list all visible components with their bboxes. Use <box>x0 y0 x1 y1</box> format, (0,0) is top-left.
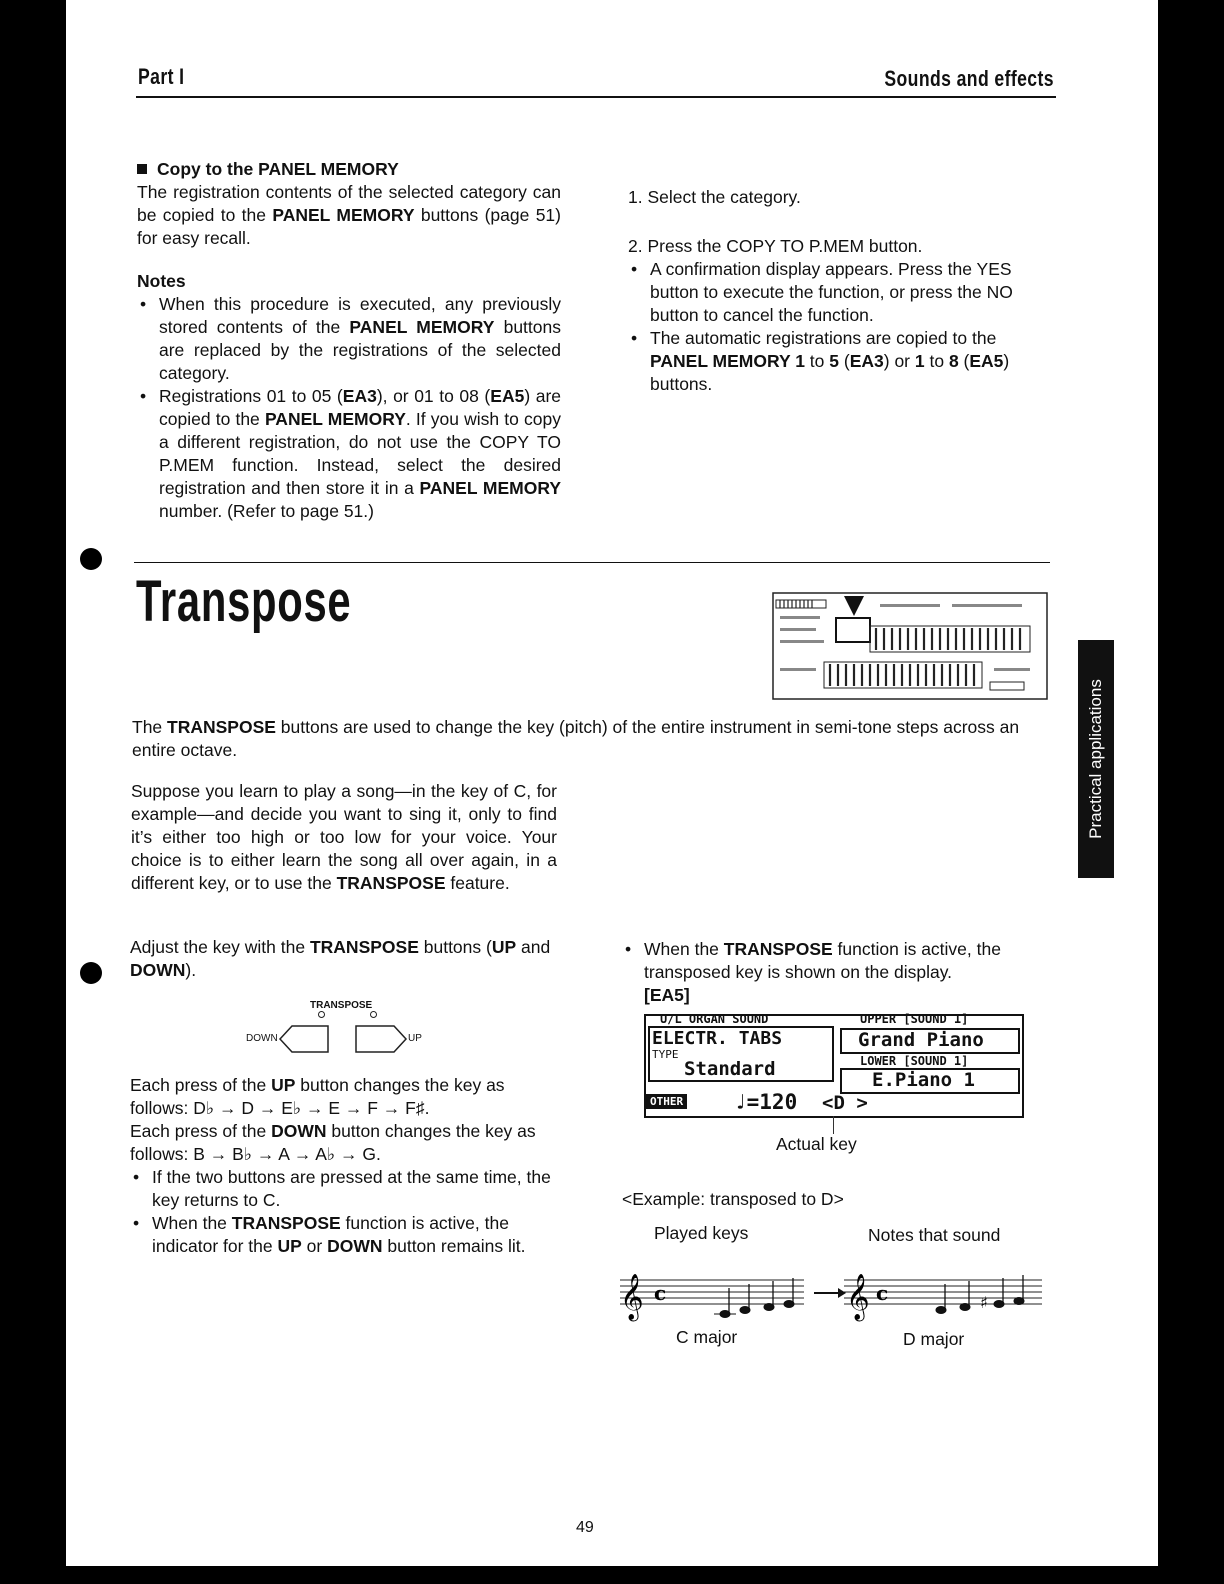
arrow-right-icon <box>814 1288 846 1298</box>
down-indicator-icon <box>318 1011 325 1018</box>
up-press-text: Each press of the UP button changes the key as follows: D♭ → D → E♭ → E → F → F♯. <box>130 1075 505 1118</box>
step-2-bullets <box>628 258 1054 396</box>
organ-name: ELECTR. TABS <box>652 1028 783 1049</box>
up-indicator-icon <box>370 1011 377 1018</box>
type-value: Standard <box>684 1058 776 1080</box>
punch-hole-icon <box>80 962 102 984</box>
transpose-label: TRANSPOSE <box>310 1000 373 1011</box>
key-readout: <D > <box>822 1092 868 1114</box>
svg-text:c: c <box>654 1281 667 1305</box>
square-bullet-icon <box>137 164 147 174</box>
played-keys-label: Played keys <box>654 1223 749 1243</box>
model-tag: [EA5] <box>644 985 690 1005</box>
side-tab: Practical applications <box>1078 640 1114 878</box>
copy-steps <box>628 186 1054 396</box>
example-heading: <Example: transposed to D> <box>622 1189 844 1209</box>
section-label: Sounds and effects <box>884 66 1054 91</box>
upper-header: UPPER [SOUND 1] <box>860 1012 969 1026</box>
section-rule <box>134 562 1050 563</box>
display-bullet: • When the TRANSPOSE function is active, the transposed key is shown on the display. <box>622 938 1052 984</box>
other-button[interactable]: OTHER <box>646 1094 687 1109</box>
c-major-label: C major <box>676 1327 738 1347</box>
copy-heading: Copy to the PANEL MEMORY <box>137 158 561 181</box>
header-rule <box>136 96 1056 98</box>
punch-hole-icon <box>80 548 102 570</box>
lower-value: E.Piano 1 <box>872 1069 975 1091</box>
page-number: 49 <box>576 1519 594 1536</box>
down-label: DOWN <box>246 1033 278 1044</box>
notes-sound-label: Notes that sound <box>868 1225 1001 1245</box>
svg-text:c: c <box>876 1281 889 1305</box>
down-press-text: Each press of the DOWN button changes the key as follows: B → B♭ → A → A♭ → G. <box>130 1121 536 1164</box>
transpose-bullets <box>130 1166 556 1258</box>
adjust-text: Adjust the key with the TRANSPOSE buttons (UP and DOWN). <box>130 937 551 980</box>
transpose-buttons-diagram <box>238 1000 438 1060</box>
notation-example <box>618 1262 1046 1322</box>
notes-heading: Notes <box>137 271 186 291</box>
step-1: 1. Select the category. <box>628 187 801 207</box>
svg-text:♯: ♯ <box>980 1293 988 1312</box>
transpose-bullet: • When the TRANSPOSE function is active, the indicator for the UP or DOWN button remains lit. <box>130 1212 556 1258</box>
notes-list <box>137 293 561 523</box>
upper-value: Grand Piano <box>858 1029 984 1051</box>
panel-overview-diagram <box>772 592 1048 700</box>
transpose-bullet: • If the two buttons are pressed at the same time, the key returns to C. <box>130 1166 556 1212</box>
step-2: 2. Press the COPY TO P.MEM button. <box>628 236 923 256</box>
transpose-title: Transpose <box>136 569 352 634</box>
actual-key-caption: Actual key <box>776 1134 857 1154</box>
treble-clef-icon: 𝄞 <box>846 1274 870 1320</box>
up-label: UP <box>408 1033 422 1044</box>
lower-header: LOWER [SOUND 1] <box>860 1054 969 1068</box>
up-button[interactable] <box>354 1024 410 1054</box>
tempo-readout: ♩=120 <box>734 1090 798 1114</box>
pointer-line <box>833 1116 834 1134</box>
note-item: • When this procedure is executed, any previously stored contents of the PANEL MEMORY buttons are replaced by the registrations of the selected category. <box>137 293 561 385</box>
d-major-label: D major <box>903 1329 965 1349</box>
part-label: Part I <box>138 64 185 89</box>
organ-header: U/L ORGAN SOUND <box>660 1012 769 1026</box>
down-button[interactable] <box>278 1024 334 1054</box>
lcd-display <box>644 1014 1024 1118</box>
transpose-intro: The TRANSPOSE buttons are used to change the key (pitch) of the entire instrument in semi-tone steps across an entire octave. <box>132 717 1020 760</box>
step-bullet: • A confirmation display appears. Press the YES button to execute the function, or press the NO button to cancel the function. <box>628 258 1054 327</box>
display-note <box>622 938 1052 1007</box>
copy-section <box>137 158 561 523</box>
note-item: • Registrations 01 to 05 (EA3), or 01 to 08 (EA5) are copied to the PANEL MEMORY. If you wish to copy a different registration, do not use the COPY TO P.MEM function. Instead, select the desired registration and then store it in a PANEL MEMORY number. (Refer to page 51.) <box>137 385 561 523</box>
treble-clef-icon: 𝄞 <box>620 1274 644 1320</box>
step-bullet: • The automatic registrations are copied to the PANEL MEMORY 1 to 5 (EA3) or 1 to 8 (EA5) buttons. <box>628 327 1054 396</box>
type-label: TYPE <box>652 1048 679 1061</box>
transpose-suppose: Suppose you learn to play a song—in the key of C, for example—and decide you want to sing it, only to find it’s either too high or too low for your voice. Your choice is to either learn the song all over again, in a different key, or to use the TRANSPOSE feature. <box>131 781 557 893</box>
copy-intro: The registration contents of the selected category can be copied to the PANEL MEMORY buttons (page 51) for easy recall. <box>137 182 561 248</box>
key-changes <box>130 1074 556 1258</box>
